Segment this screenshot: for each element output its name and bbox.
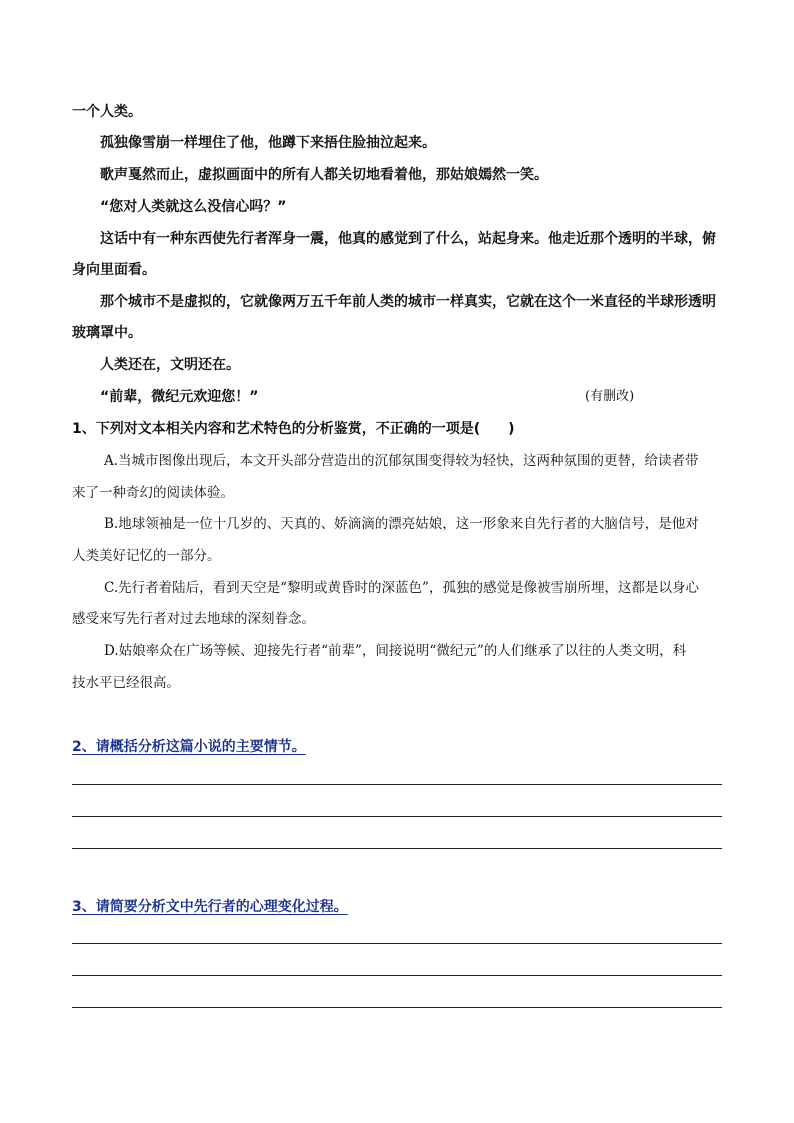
q2-answer-line-3[interactable]	[72, 848, 722, 849]
q1-option-c-line-2: 感受来写先行者对过去地球的深刻眷念。	[72, 611, 315, 627]
passage-line-8: 玻璃罩中。	[72, 325, 142, 341]
passage-line-1: 一个人类。	[72, 104, 142, 120]
q1-option-b-line-2: 人类美好记忆的一部分。	[72, 548, 221, 564]
q1-option-d-line-1: D.姑娘率众在广场等候、迎接先行者“前辈”，间接说明“微纪元”的人们继承了以往的人类文明，科	[104, 643, 687, 659]
passage-line-5: 这话中有一种东西使先行者浑身一震，他真的感觉到了什么，站起身来。他走近那个透明的半球，俯	[100, 231, 716, 247]
passage-line-3: 歌声戛然而止，虚拟画面中的所有人都关切地看着他，那姑娘嫣然一笑。	[100, 167, 548, 183]
q3-answer-line-2[interactable]	[72, 975, 722, 976]
q1-option-d-line-2: 技水平已经很高。	[72, 675, 180, 691]
q2-answer-line-2[interactable]	[72, 816, 722, 817]
q3-stem	[72, 897, 722, 917]
q3-answer-line-1[interactable]	[72, 943, 722, 944]
passage-line-4: “您对人类就这么没信心吗？”	[100, 199, 287, 215]
q1-stem: 1、下列对文本相关内容和艺术特色的分析鉴赏，不正确的一项是( )	[72, 421, 515, 437]
q3-answer-line-3[interactable]	[72, 1007, 722, 1008]
passage-line-7: 那个城市不是虚拟的，它就像两万五千年前人类的城市一样真实，它就在这个一米直径的半球形透明	[100, 294, 716, 310]
q3-stem-text: 3、请简要分析文中先行者的心理变化过程。	[72, 899, 348, 915]
q1-option-b-line-1: B.地球领袖是一位十几岁的、天真的、娇滴滴的漂亮姑娘，这一形象来自先行者的大脑信号，是他对	[104, 516, 699, 532]
q1-option-a-line-2: 来了一种奇幻的阅读体验。	[72, 485, 234, 501]
passage-line-2: 孤独像雪崩一样埋住了他，他蹲下来捂住脸抽泣起来。	[100, 135, 436, 151]
passage-line-6: 身向里面看。	[72, 262, 156, 278]
q2-stem-text: 2、请概括分析这篇小说的主要情节。	[72, 739, 306, 755]
edit-note: (有删改)	[585, 389, 635, 404]
q1-option-c-line-1: C.先行者着陆后，看到天空是“黎明或黄昏时的深蓝色”，孤独的感觉是像被雪崩所埋，这都是以身心	[104, 580, 699, 596]
passage-line-9: 人类还在，文明还在。	[100, 357, 240, 373]
q1-option-a-line-1: A.当城市图像出现后，本文开头部分营造出的沉郁氛围变得较为轻快，这两种氛围的更替，给读者带	[104, 453, 699, 469]
passage-line-10: “前辈，微纪元欢迎您！”	[100, 389, 259, 405]
q2-answer-line-1[interactable]	[72, 784, 722, 785]
q2-stem	[72, 737, 722, 757]
